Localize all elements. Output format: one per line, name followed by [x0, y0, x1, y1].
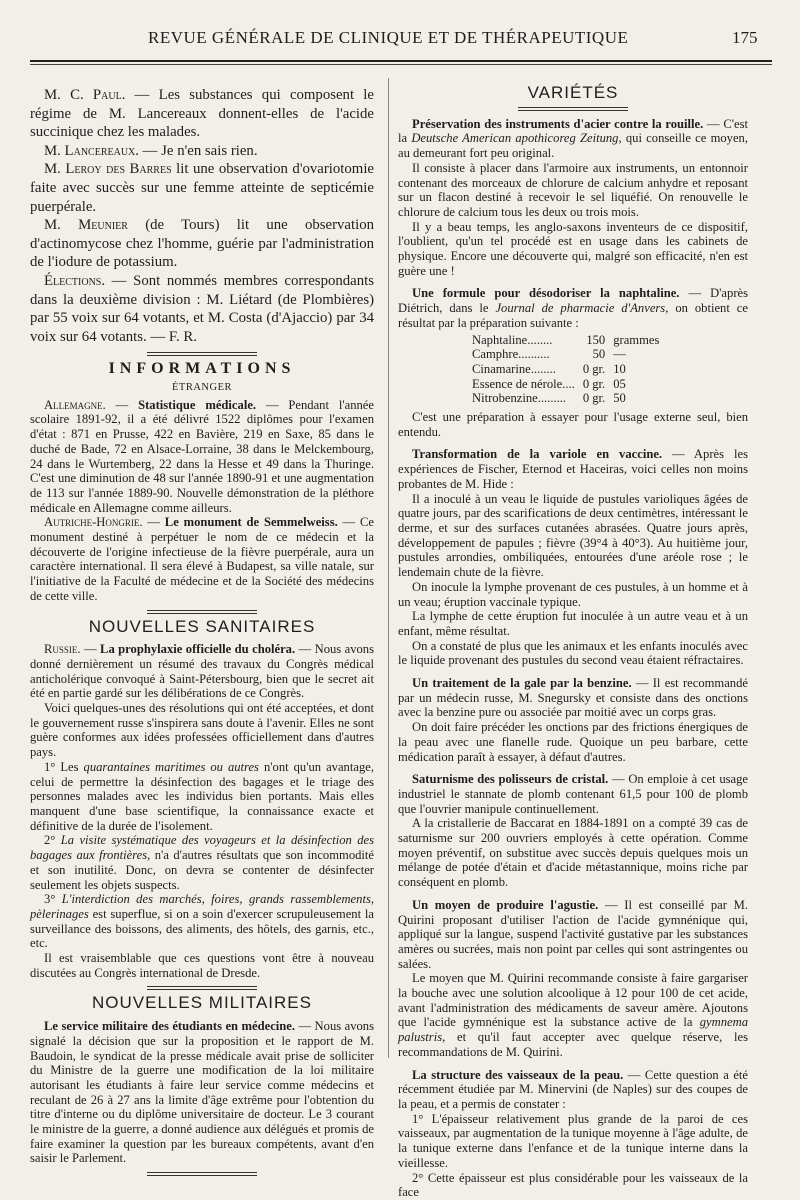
paragraph: Préservation des instruments d'acier contre la rouille. — C'est la Deutsche American apothicoreg Zeitung, qui conseille ce moyen, au demeurant fort peu original. — [398, 116, 748, 161]
paragraph: Un moyen de produire l'agustie. — Il est conseillé par M. Quirini proposant d'utiliser l'action de l'acide gymnénique qui, appliqué sur la langue, suspend l'activité gustative par les substances amères ou sucrées, mais non point par celles qui sont astringentes ou salées. — [398, 897, 748, 971]
section-heading-sanitaires: NOUVELLES SANITAIRES — [88, 616, 316, 636]
table-row: Naphtaline........ 150 grammes — [472, 332, 660, 347]
paragraph: 2° Cette épaisseur est plus considérable pour les vaisseaux de la face — [398, 1170, 748, 1200]
paragraph: La lymphe de cette éruption fut inoculée à un autre veau et à un enfant, même résultat. — [398, 609, 748, 638]
section-heading-informations: INFORMATIONS — [108, 360, 296, 378]
journal-title: REVUE GÉNÉRALE DE CLINIQUE ET DE THÉRAPEUTIQUE — [148, 28, 629, 47]
paragraph: Il consiste à placer dans l'armoire aux instruments, un entonnoir contenant des morceaux de chlorure de calcium anhydre et reposant sur un flacon destiné à recevoir le sel liquéfié. On renouvelle le chlorure de calcium tous les deux ou trois mois. — [398, 160, 748, 219]
paragraph: Un traitement de la gale par la benzine. — Il est recommandé par un médecin russe, M. Snegursky et consiste dans des onctions avec la benzine pure ou associée par moitié avec un corps gras. — [398, 676, 748, 720]
paragraph: Voici quelques-unes des résolutions qui ont été acceptées, et dont le gouvernement russe s'inspirera sans doute à l'avenir. Elles ne sont guère conformes aux idées professées officiellement dans d'autres pays. — [30, 701, 374, 760]
paragraph: M. Leroy des Barres lit une observation d'ovariotomie faite avec succès sur une femme atteinte de septicémie puerpérale. — [30, 161, 374, 215]
paragraph: On inocule la lymphe provenant de ces pustules, à un homme et à un veau; éruption vaccinale typique. — [398, 579, 748, 609]
subheading-etranger: ÉTRANGER — [172, 382, 232, 394]
table-row: Essence de nérole.... 0 gr. 05 — [472, 376, 626, 391]
table-row: Nitrobenzine......... 0 gr. 50 — [472, 391, 626, 406]
paragraph: Le moyen que M. Quirini recommande consiste à faire gargariser la bouche avec une solution alcoolique à 12 pour 100 de cet acide, avant l'administration des médicaments de saveur amère. Ajoutons que l'acide gymnénique est la substance active de la gymnema palustris, et qu'il faut accepter avec quelque réserve, les recommandations de M. Quirini. — [398, 971, 748, 1059]
paragraph: Russie. — La prophylaxie officielle du choléra. — Nous avons donné dernièrement un résumé des travaux du Congrès médical anticholérique convoqué à Saint-Pétersbourg, bien que le secret ait été en partie gardé sur les délibérations de ce Congrès. — [30, 642, 375, 701]
paragraph: Il a inoculé à un veau le liquide de pustules varioliques âgées de quatre jours, par des scarifications de deux centimètres, intéressant le derme, et sur des surfaces cutanées abrasées. Quatre jours après, développement de papules ; fièvre (39°4 à 40°3). Au huitième jour, pustules arrondies, ombiliquées, entourées d'une aréole rose ; le lendemain chute de la fièvre. — [398, 491, 748, 580]
left-column — [30, 86, 374, 1182]
paragraph: M. Meunier (de Tours) lit une observation d'actinomycose chez l'homme, guérie par l'administration de l'iodure de potassium. — [30, 217, 374, 271]
paragraph: M. C. Paul. — Les substances qui composent le régime de M. Lancereaux donnent-elles de l'acide succinique chez les malades. — [30, 87, 374, 141]
section-heading-varietes: VARIÉTÉS — [527, 83, 619, 102]
section-separator — [147, 986, 257, 990]
paragraph: 2° La visite systématique des voyageurs et la désinfection des bagages aux frontières, n'a d'autres résultats que son incommodité et son inutilité. Donc, on devra se contenter de désinfecter seulement les objets suspects. — [30, 833, 374, 892]
paragraph: Saturnisme des polisseurs de cristal. — On emploie à cet usage industriel le stannate de plomb contenant 61,5 pour 100 de plomb que l'ouvrier manipule continuellement. — [398, 772, 748, 816]
section-separator — [147, 1172, 257, 1176]
column-divider — [388, 78, 389, 1058]
paragraph: Il est vraisemblable que ces questions vont être à nouveau discutées au Congrès international de Dresde. — [30, 951, 374, 980]
academy-discussion — [30, 86, 374, 346]
paragraph: La structure des vaisseaux de la peau. — Cette question a été récemment étudiée par M. Minervini (de Naples) sur des coupes de la peau, et a permis de constater : — [398, 1067, 749, 1111]
paragraph: C'est une préparation à essayer pour l'usage externe seul, bien entendu. — [398, 410, 748, 439]
paragraph: 1° L'épaisseur relativement plus grande de la paroi de ces vaisseaux, par augmentation de la tunique moyenne à l'âge adulte, de la tunique externe dans l'enfance et de la tunique interne dans la vieillesse. — [398, 1111, 748, 1170]
paragraph: On a constaté de plus que les animaux et les enfants inoculés avec le liquide provenant des pustules du second veau étaient réfractaires. — [398, 638, 748, 668]
paragraph: 3° L'interdiction des marchés, foires, grands rassemblements, pèlerinages est superflue, si on a soin d'exercer scrupuleusement la surveillance des boissons, des aliments, des hôtels, des garnis, etc., etc. — [30, 892, 374, 951]
section-separator — [518, 107, 628, 111]
section-separator — [147, 610, 257, 614]
table-row: Cinamarine........ 0 gr. 10 — [472, 361, 626, 376]
paragraph: Autriche-Hongrie. — Le monument de Semmelweiss. — Ce monument destiné à perpétuer le nom de ce médecin et la découverte de l'origine infectieuse de la fièvre puerpérale, aura un caractère international. Il sera élevé à Budapest, sa ville natale, sur l'initiative de la Faculté de médecine et de la Société des médecins de cette ville. — [30, 515, 374, 603]
page-number: 175 — [732, 28, 758, 47]
paragraph: 1° Les quarantaines maritimes ou autres n'ont qu'un avantage, celui de permettre la désinfection des bagages et le triage des personnes malades avec les individus bien portants. Mais elles manquent d'une base scientifique, la connaissance exacte et définitive de la durée de l'isolement. — [30, 759, 374, 833]
running-header — [30, 28, 770, 58]
paragraph: Le service militaire des étudiants en médecine. — Nous avons signalé la décision que sur la proposition et le rapport de M. Baudoin, le syndicat de la presse médicale avait prise de solliciter du Ministre de la guerre une modification de la loi militaire autorisant les étudiants à faire leur service comme médecins et reculant de 26 à 27 ans la limite d'âge extrême pour l'obtention du titre d'interne ou du diplôme universitaire de docteur. Le 3 courant le ministre de la guerre, a donné audience aux délégués et promis de faire examiner la question par les bureaux compétents, avant d'en saisir le Parlement. — [30, 1019, 374, 1166]
header-rule-thin — [30, 64, 772, 65]
section-heading-militaires: NOUVELLES MILITAIRES — [92, 993, 312, 1013]
table-row: Camphre.......... 50 — — [472, 347, 626, 362]
section-separator — [147, 352, 257, 356]
paragraph: On doit faire précéder les onctions par des frictions énergiques de la peau avec une flanelle rude. Quoique un peu barbare, cette médication paraît à essayer, à défaut d'autres. — [398, 720, 748, 764]
paragraph: Transformation de la variole en vaccine. — Après les expériences de Fischer, Eternod et Haceiras, voici celles non moins probantes de M. Hide : — [398, 447, 748, 491]
paragraph: Une formule pour désodoriser la naphtaline. — D'après Diétrich, dans le Journal de pharmacie d'Anvers, on obtient ce résultat par la préparation suivante : — [398, 286, 749, 330]
paragraph: Il y a beau temps, les anglo-saxons inventeurs de ce dispositif, l'oublient, qu'un tel procédé est en usage dans les cabinets de physique. Encore une découverte qui, malgré son efficacité, n'en est guère une ! — [398, 219, 748, 278]
right-column — [398, 83, 749, 1200]
paragraph: A la cristallerie de Baccarat en 1884-1891 on a compté 39 cas de saturnisme sur 200 ouvriers employés à cette opération. Comme moyen préventif, on substitue avec succès depuis quelques mois un mélange de potée d'étain et d'acide métastannique, moins riche par conséquent en plomb. — [398, 816, 748, 890]
paragraph: Allemagne. — Statistique médicale. — Pendant l'année scolaire 1891-92, il a été délivré 1522 diplômes pour l'examen d'état : 871 en Prusse, 422 en Bavière, 219 en Saxe, 85 dans le duché de Bade, 72 en Alsace-Lorraine, 38 dans le Melckembourg, 24 dans le Wurtemberg, 22 dans la Hesse et 49 dans la Thuringe. C'est une diminution de 48 sur l'année 1890-91 et une augmentation de 113 sur l'année 1889-90. Nouvelle démonstration de la pléthore médicale en Allemagne comme ailleurs. — [30, 397, 374, 515]
header-rule — [30, 60, 772, 62]
paragraph: M. Lancereaux. — Je n'en sais rien. — [44, 142, 258, 159]
recipe-table — [472, 333, 667, 407]
paragraph: Élections. — Sont nommés membres correspondants dans la deuxième division : M. Liétard (de Plombières) par 55 voix sur 64 votants, et M. Costa (d'Ajaccio) par 34 voix sur 64 votants. — F. R. — [30, 272, 374, 345]
